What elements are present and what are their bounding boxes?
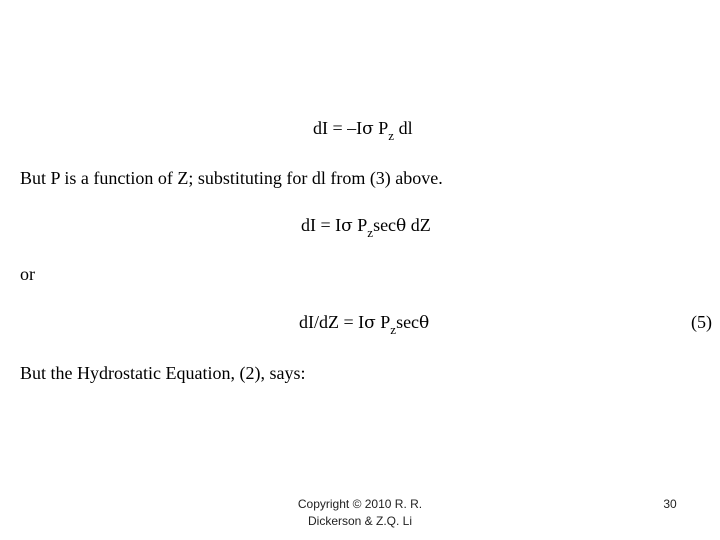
eq1-sigma: σ <box>362 119 374 139</box>
paragraph-2: or <box>20 264 35 284</box>
equation-1 <box>313 118 413 143</box>
copyright-line-1: Copyright © 2010 R. R. <box>297 497 423 511</box>
page-number: 30 <box>663 497 677 511</box>
eq2-equals: = <box>316 215 336 235</box>
eq2-lhs: dI <box>301 215 316 235</box>
eq1-i: I <box>356 118 363 138</box>
equation-number: (5) <box>691 312 712 332</box>
eq2-tail: dZ <box>406 215 431 235</box>
eq1-equals: = <box>328 118 348 138</box>
paragraph-3: But the Hydrostatic Equation, (2), says: <box>20 363 306 383</box>
eq3-theta: θ <box>419 313 430 333</box>
eq3-i: I <box>358 312 365 332</box>
equation-2 <box>301 215 431 240</box>
eq3-lhs: dI/dZ <box>299 312 339 332</box>
eq1-lhs: dI <box>313 118 328 138</box>
eq2-sec: sec <box>373 215 397 235</box>
eq2-theta: θ <box>396 216 407 236</box>
eq3-sigma: σ <box>364 313 376 333</box>
copyright-notice <box>260 496 460 530</box>
eq3-subscript: z <box>390 322 397 337</box>
copyright-line-2: Dickerson & Z.Q. Li <box>307 514 413 528</box>
eq1-p: P <box>373 118 389 138</box>
eq3-p: P <box>375 312 391 332</box>
equation-3 <box>299 312 430 337</box>
eq2-subscript: z <box>367 225 374 240</box>
eq1-tail: dl <box>394 118 413 138</box>
paragraph-1: But P is a function of Z; substituting for dl from (3) above. <box>20 168 443 188</box>
eq2-p: P <box>352 215 368 235</box>
eq2-i: I <box>335 215 342 235</box>
eq3-sec: sec <box>396 312 420 332</box>
eq2-sigma: σ <box>341 216 353 236</box>
eq3-equals: = <box>339 312 359 332</box>
eq1-subscript: z <box>388 128 395 143</box>
eq1-minus: – <box>347 118 357 138</box>
